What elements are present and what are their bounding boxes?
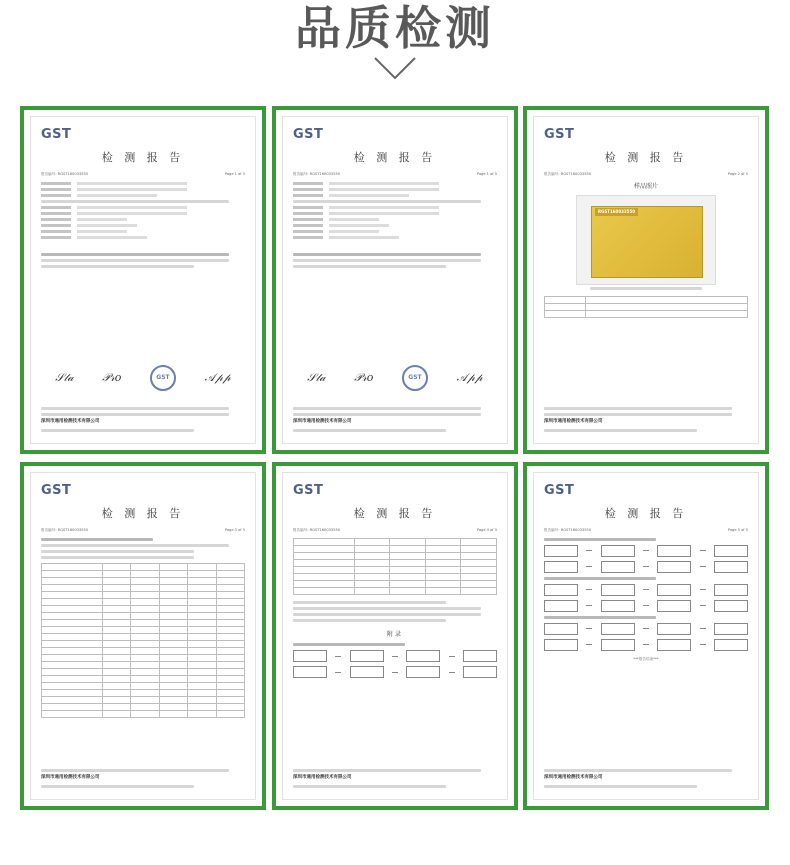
report-number: 报告编号: RGST160033550: [41, 528, 89, 533]
report-page-1[interactable]: [20, 106, 266, 454]
doc-title: 检 测 报 告: [353, 507, 437, 521]
process-flow: [293, 666, 497, 678]
report-number: 报告编号: RGST160033550: [293, 172, 341, 177]
sample-photo: [576, 195, 716, 285]
appendix-heading: 附录: [386, 630, 403, 638]
report-page-6[interactable]: [523, 462, 769, 810]
stamp-seal-icon: GST: [150, 365, 176, 391]
report-document: [30, 472, 256, 800]
page-label: Page 4 of 5: [476, 528, 497, 533]
doc-title: 检 测 报 告: [604, 507, 688, 521]
report-document: [533, 472, 759, 800]
results-table: [41, 563, 245, 718]
report-number: 报告编号: RGST160033550: [293, 528, 341, 533]
gst-logo: GST: [41, 127, 72, 142]
report-number: 报告编号: RGST160033550: [41, 172, 89, 177]
process-flow: [544, 623, 748, 635]
gst-logo: GST: [293, 483, 324, 498]
doc-title: 检 测 报 告: [101, 151, 185, 165]
chevron-down-icon: [373, 56, 417, 82]
sample-tag: RGST160033550: [595, 208, 638, 216]
signature: 𝒜𝓅𝓅: [456, 371, 483, 385]
signature: 𝒫𝓇𝑜: [102, 371, 122, 385]
signature: 𝒜𝓅𝓅: [204, 371, 231, 385]
lab-name: 深圳市通用检测技术有限公司: [544, 775, 603, 781]
report-number: 报告编号: RGST160033550: [544, 172, 592, 177]
process-flow: [293, 650, 497, 662]
report-number: 报告编号: RGST160033550: [544, 528, 592, 533]
lab-name: 深圳市通用检测技术有限公司: [293, 775, 352, 781]
page-label: Page 1 of 5: [224, 172, 245, 177]
signature: 𝒮𝓉𝒶: [55, 371, 74, 385]
doc-title: 检 测 报 告: [604, 151, 688, 165]
doc-title: 检 测 报 告: [353, 151, 437, 165]
lab-name: 深圳市通用检测技术有限公司: [293, 419, 352, 425]
page-label: Page 3 of 5: [224, 528, 245, 533]
report-page-4[interactable]: [20, 462, 266, 810]
page-title: 品质检测: [295, 1, 495, 55]
page-label: Page 2 of 5: [727, 172, 748, 177]
gst-logo: GST: [544, 127, 575, 142]
gst-logo: GST: [293, 127, 324, 142]
stamp-seal-icon: GST: [402, 365, 428, 391]
results-table: [293, 538, 497, 595]
page-label: Page 5 of 5: [727, 528, 748, 533]
report-page-3[interactable]: [523, 106, 769, 454]
gst-logo: GST: [544, 483, 575, 498]
gst-logo: GST: [41, 483, 72, 498]
signature: 𝒮𝓉𝒶: [307, 371, 326, 385]
signature: 𝒫𝓇𝑜: [354, 371, 374, 385]
report-page-2[interactable]: [272, 106, 518, 454]
report-page-5[interactable]: [272, 462, 518, 810]
process-flow: [544, 545, 748, 557]
end-of-report: ***报告结束***: [633, 656, 659, 661]
lab-name: 深圳市通用检测技术有限公司: [41, 419, 100, 425]
lab-name: 深圳市通用检测技术有限公司: [41, 775, 100, 781]
bubble-mailer-image: [591, 206, 703, 278]
report-document: [282, 472, 508, 800]
sample-photo-title: 样品照片: [633, 182, 658, 190]
report-document: [282, 116, 508, 444]
report-document: [30, 116, 256, 444]
process-flow: [544, 639, 748, 651]
process-flow: [544, 600, 748, 612]
report-document: [533, 116, 759, 444]
process-flow: [544, 561, 748, 573]
page-label: Page 1 of 5: [476, 172, 497, 177]
sample-table: [544, 296, 748, 318]
lab-name: 深圳市通用检测技术有限公司: [544, 419, 603, 425]
process-flow: [544, 584, 748, 596]
doc-title: 检 测 报 告: [101, 507, 185, 521]
